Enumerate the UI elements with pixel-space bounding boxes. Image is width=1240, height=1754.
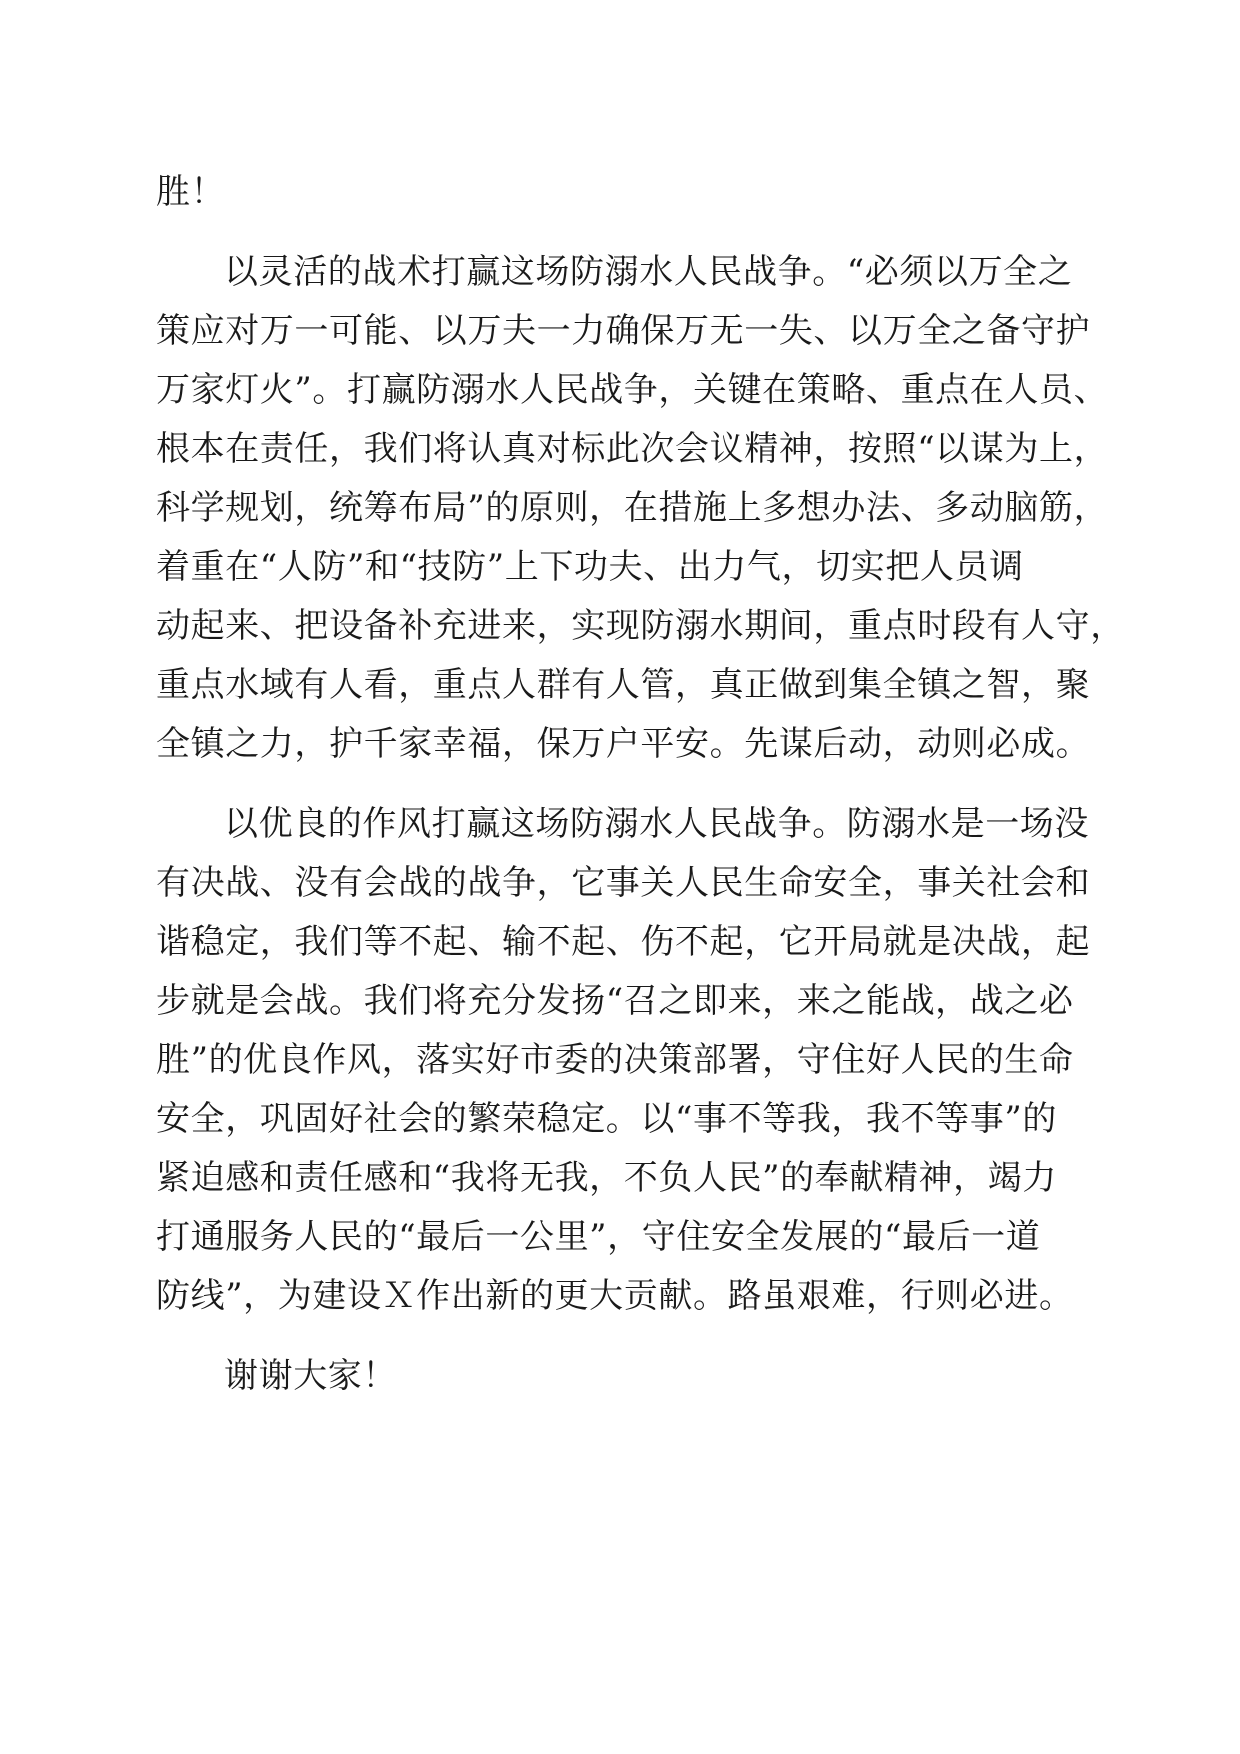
text-line: 根本在责任，我们将认真对标此次会议精神，按照“以谋为上， bbox=[156, 429, 1109, 469]
text-line: 紧迫感和责任感和“我将无我，不负人民”的奉献精神，竭力 bbox=[156, 1158, 1057, 1198]
text-line: 全镇之力，护千家幸福，保万户平安。先谋后动，动则必成。 bbox=[156, 724, 1091, 764]
text-line: 万家灯火”。打赢防溺水人民战争，关键在策略、重点在人员、 bbox=[156, 370, 1109, 410]
text-line: 打通服务人民的“最后一公里”，守住安全发展的“最后一道 bbox=[156, 1217, 1041, 1257]
paragraph-first-line: 以灵活的战术打赢这场防溺水人民战争。“必须以万全之 bbox=[224, 252, 1073, 292]
text-line: 科学规划，统筹布局”的原则，在措施上多想办法、多动脑筋， bbox=[156, 488, 1109, 528]
text-line: 谐稳定，我们等不起、输不起、伤不起，它开局就是决战，起 bbox=[156, 922, 1091, 962]
text-line: 胜！ bbox=[156, 172, 226, 212]
paragraph-first-line: 以优良的作风打赢这场防溺水人民战争。防溺水是一场没 bbox=[224, 804, 1089, 844]
closing-line: 谢谢大家！ bbox=[224, 1356, 397, 1396]
text-line: 有决战、没有会战的战争，它事关人民生命安全，事关社会和 bbox=[156, 863, 1091, 903]
text-line: 安全，巩固好社会的繁荣稳定。以“事不等我，我不等事”的 bbox=[156, 1099, 1057, 1139]
text-line: 策应对万一可能、以万夫一力确保万无一失、以万全之备守护 bbox=[156, 311, 1091, 351]
text-line: 着重在“人防”和“技防”上下功夫、出力气，切实把人员调 bbox=[156, 547, 1024, 587]
text-line: 胜”的优良作风，落实好市委的决策部署，守住好人民的生命 bbox=[156, 1040, 1074, 1080]
text-line: 重点水域有人看，重点人群有人管，真正做到集全镇之智，聚 bbox=[156, 665, 1091, 705]
text-line: 防线”，为建设Ｘ作出新的更大贡献。路虽艰难，行则必进。 bbox=[156, 1276, 1074, 1316]
text-line: 步就是会战。我们将充分发扬“召之即来，来之能战，战之必 bbox=[156, 981, 1074, 1021]
text-line: 动起来、把设备补充进来，实现防溺水期间，重点时段有人守， bbox=[156, 606, 1125, 646]
